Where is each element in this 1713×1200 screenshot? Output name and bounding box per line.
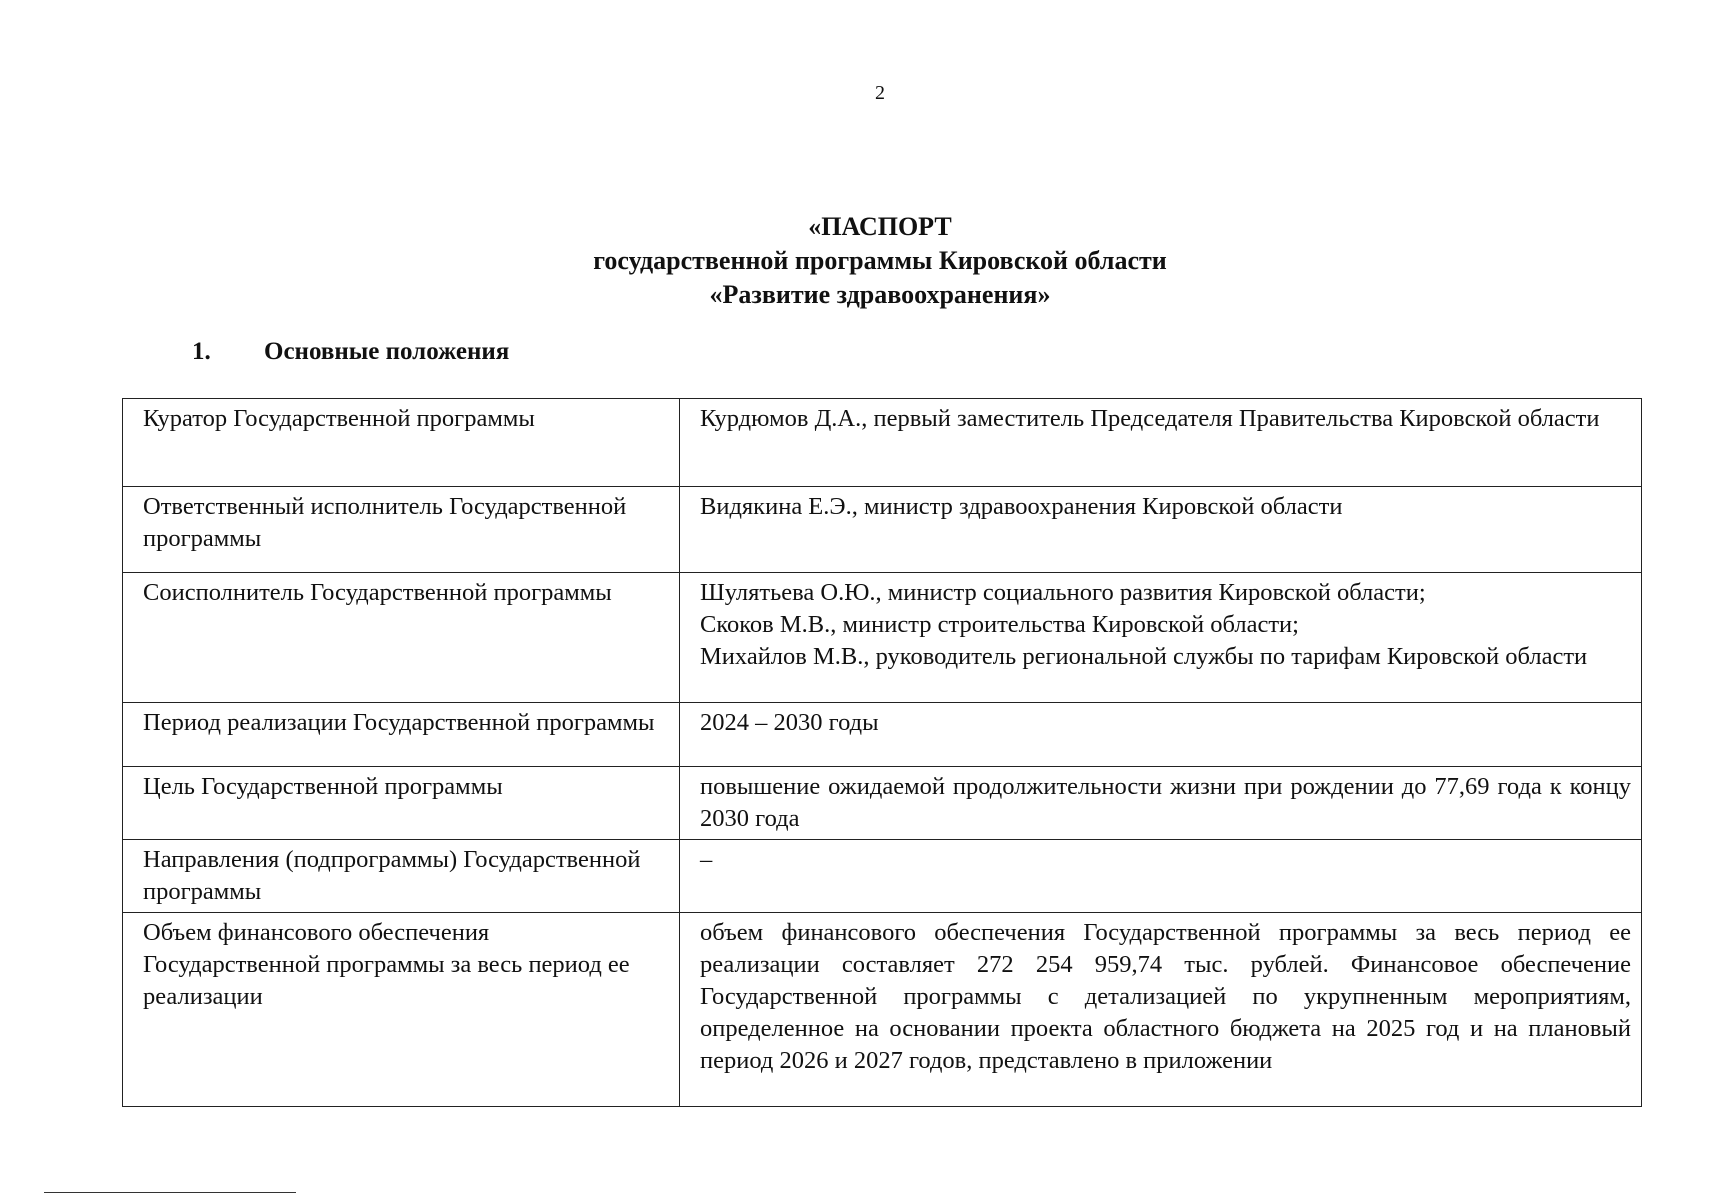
value-line: Михайлов М.В., руководитель региональной службы по тарифам Кировской области [700,643,1588,670]
section-number: 1. [192,338,211,365]
row-label: Направления (подпрограммы) Государственной программы [123,840,680,913]
row-value [680,573,1642,703]
document-title [0,210,1713,312]
table-row-financing [123,913,1642,1107]
row-value: 2024 – 2030 годы [680,703,1642,767]
row-value: Курдюмов Д.А., первый заместитель Председателя Правительства Кировской области [680,399,1642,487]
value-line: Скоков М.В., министр строительства Кировской области; [700,611,1299,638]
footnote-separator [44,1192,296,1193]
row-label: Ответственный исполнитель Государственной программы [123,487,680,573]
row-label: Куратор Государственной программы [123,399,680,487]
row-value: объем финансового обеспечения Государственной программы за весь период ее реализации составляет 272 254 959,74 тыс. рублей. Финансовое обеспечение Государственной программы с детализацией по укрупненным мероприятиям, определенное на основании проекта областного бюджета на 2025 год и на плановый период 2026 и 2027 годов, представлено в приложении [680,913,1642,1107]
row-value: Видякина Е.Э., министр здравоохранения Кировской области [680,487,1642,573]
table-row-curator [123,399,1642,487]
table-row-responsible [123,487,1642,573]
title-line-3: «Развитие здравоохранения» [709,280,1051,309]
row-label: Соисполнитель Государственной программы [123,573,680,703]
passport-table [122,398,1642,1107]
row-label: Период реализации Государственной программы [123,703,680,767]
table-row-directions [123,840,1642,913]
value-line: Шулятьева О.Ю., министр социального развития Кировской области; [700,579,1426,606]
page-number: 2 [875,82,885,104]
section-title: Основные положения [264,338,510,365]
title-line-2: государственной программы Кировской области [593,246,1167,275]
row-label: Объем финансового обеспечения Государственной программы за весь период ее реализации [123,913,680,1107]
table-row-co-executor [123,573,1642,703]
table-row-goal [123,767,1642,840]
row-value: повышение ожидаемой продолжительности жизни при рождении до 77,69 года к концу 2030 года [680,767,1642,840]
section-heading [192,338,509,366]
row-value: – [680,840,1642,913]
title-line-1: «ПАСПОРТ [808,212,952,241]
table-row-period [123,703,1642,767]
row-label: Цель Государственной программы [123,767,680,840]
